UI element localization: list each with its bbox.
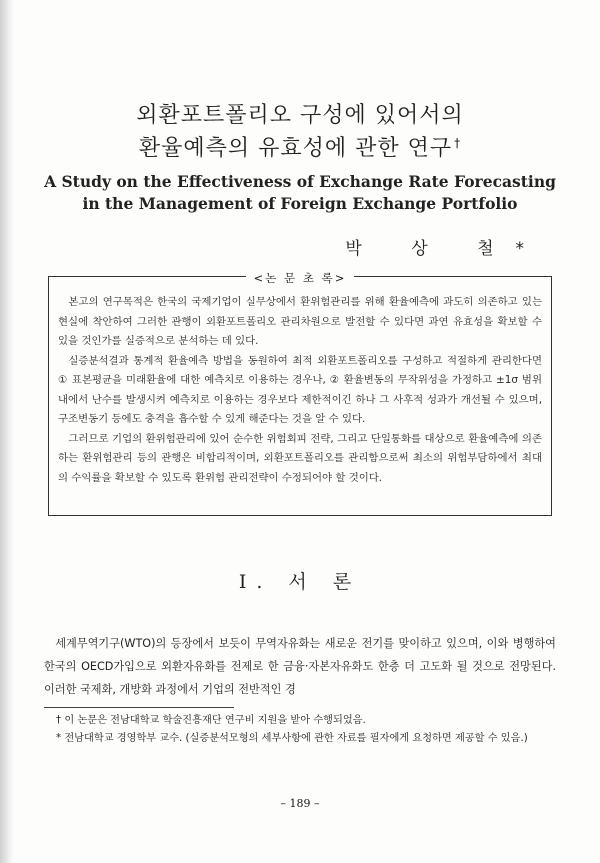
abstract-paragraph-2: 실증분석결과 통계적 환율예측 방법을 동원하여 최적 외환포트폴리오를 구성하고 적절하게 관리한다면 ① 표본평균을 미래환율에 대한 예측치로 이용하는 경우나, ② 환율변동의 무작위성을 가정하고 ±1σ 범위내에서 난수를 발생시켜 예측치로 이용하는 경우보다 제한적이긴 하나 그 사후적 성과가 개선될 수 있으며, 구조변동기 등에도 충격을 흡수할 수 있게 해준다는 것을 알 수 있다. — [58, 354, 542, 425]
english-title-line-2: in the Management of Foreign Exchange Portfolio — [82, 194, 518, 213]
abstract-paragraph-3: 그러므로 기업의 환위험관리에 있어 순수한 위험회피 전략, 그리고 단일통화를 대상으로 환율예측에 의존하는 환위험관리 등의 관행은 비합리적이며, 외환포트폴리오를 관리함으로써 최소의 위험부담하에서 최대의 수익률을 확보할 수 있도록 환위험 관리전략이 수정되어야 할 것이다. — [58, 432, 542, 484]
scan-shadow-edge — [0, 0, 14, 863]
introduction-paragraph: 세계무역기구(WTO)의 등장에서 보듯이 무역자유화는 새로운 전기를 맞이하고 있으며, 이와 병행하여 한국의 OECD가입으로 외환자유화를 전제로 한 금융·자본자유화도 한층 더 고도화 될 것으로 전망된다. 이러한 국제화, 개방화 과정에서 기업의 전반적인 경 — [44, 637, 556, 696]
english-title-line-1: A Study on the Effectiveness of Exchange Rate Forecasting — [44, 172, 556, 191]
title-footnote-marker: † — [454, 136, 462, 150]
footnotes — [56, 712, 556, 748]
abstract-text — [58, 293, 542, 488]
introduction-body — [44, 632, 556, 701]
page-number: – 189 – — [280, 797, 320, 810]
section-heading-introduction: I. 서 론 — [238, 571, 362, 593]
footnote-author: * 전남대학교 경영학부 교수. (실증분석모형의 세부사항에 관한 자료를 필자에게 요청하면 제공할 수 있음.) — [56, 733, 528, 744]
abstract-heading: <논 문 초 록> — [246, 271, 355, 285]
korean-title-line-2: 환율예측의 유효성에 관한 연구 † — [138, 136, 462, 161]
footnote-dagger: † 이 논문은 전남대학교 학술진흥재단 연구비 지원을 받아 수행되었음. — [56, 715, 366, 726]
abstract-paragraph-1: 본고의 연구목적은 한국의 국제기업이 실무상에서 환위험관리를 위해 환율예측에 과도히 의존하고 있는 현실에 착안하여 그러한 관행이 외환포트폴리오 관리차원으로 발전할 수 있다면 과연 유효성을 확보할 수 있을 것인가를 실증적으로 분석하는 데 있다. — [58, 296, 542, 347]
author-name: 박 상 철* — [345, 239, 546, 259]
korean-title-line-1: 외환포트폴리오 구성에 있어서의 — [136, 103, 464, 128]
footnote-divider — [44, 707, 234, 708]
